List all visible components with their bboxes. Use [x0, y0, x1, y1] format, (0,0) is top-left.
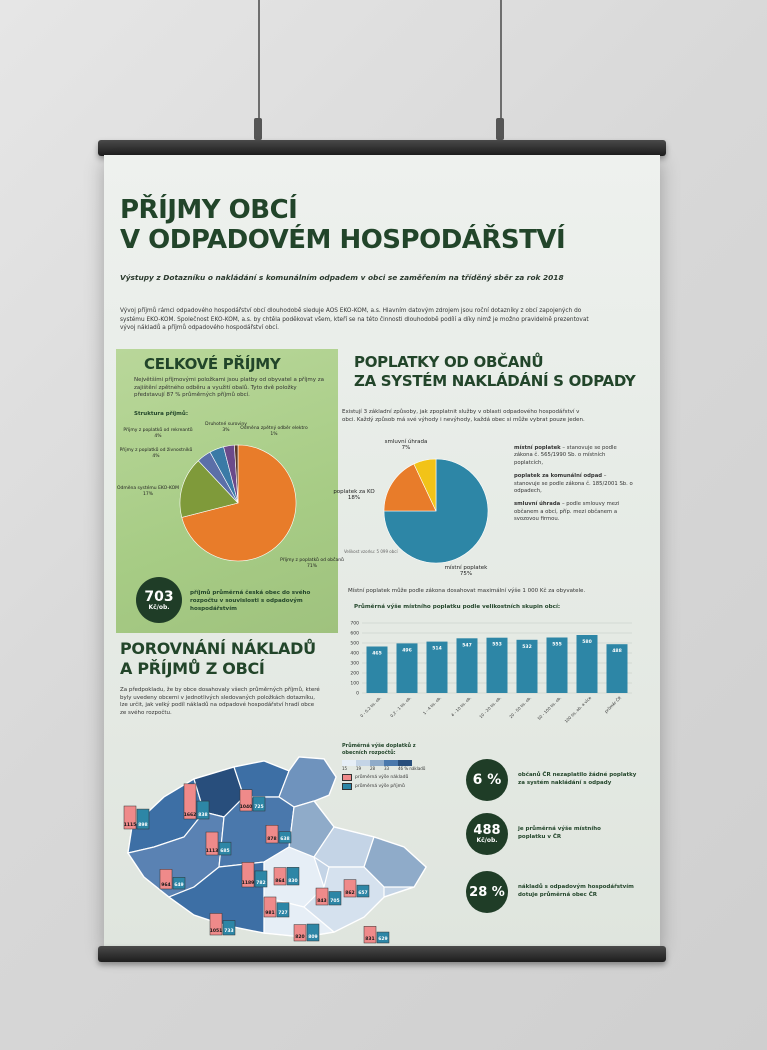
pie-pct-label: 1% — [270, 432, 278, 437]
title-line-2: V ODPADOVÉM HOSPODÁŘSTVÍ — [120, 225, 566, 255]
hanging-wire-right — [500, 0, 502, 125]
stat-703-text: příjmů průměrná česká obec do svého rozpočtu v souvislosti s odpadovým hospodářstvím — [190, 590, 311, 612]
pie-pct-label: 17% — [142, 492, 154, 497]
fee-legend-2-title: poplatek za komunální odpad — [514, 473, 603, 480]
region-cost-label: 1051 — [209, 929, 223, 934]
stat-6pct-badge: 6 % — [466, 759, 508, 801]
region-cost-label: 820 — [295, 935, 305, 940]
region-income-label: 638 — [280, 837, 290, 842]
legend-cost-label: průměrná výše nákladů — [355, 775, 409, 780]
pie-pct-label: 75% — [459, 571, 473, 577]
stat-488-unit: Kč/ob. — [476, 837, 498, 844]
fee-legend-3-title: smluvní úhrada — [514, 501, 561, 508]
region-cost-label: 864 — [275, 879, 285, 884]
fee-legend-1-title: místní poplatek — [514, 445, 561, 451]
fee-legend-item-3 — [514, 501, 634, 523]
bar-value-label: 580 — [582, 640, 592, 645]
x-category-label: 50 - 100 tis. ob. — [536, 695, 563, 722]
scale-label: 33 — [384, 766, 390, 771]
bar-value-label: 555 — [552, 642, 562, 648]
region-income-label: 685 — [220, 849, 230, 854]
region-cost-label: 1040 — [239, 805, 253, 810]
clip-right — [496, 118, 504, 140]
region-cost-label: 1113 — [205, 849, 219, 854]
pie-pct-label: 71% — [306, 564, 318, 569]
y-tick-label: 200 — [350, 671, 359, 677]
pie-label: Odměna systému EKO-KOM — [116, 486, 180, 491]
bar-value-label: 532 — [522, 644, 532, 650]
region-income-label: 629 — [378, 937, 388, 942]
bar-value-label: 547 — [462, 643, 472, 649]
bar-value-label: 514 — [432, 646, 442, 652]
x-category-label: průměr ČR — [603, 695, 623, 714]
region-income-label: 727 — [278, 911, 288, 916]
pie-label: poplatek za KO — [333, 489, 375, 495]
y-tick-label: 500 — [350, 641, 359, 647]
fee-type-pie — [333, 433, 520, 583]
map-legend — [342, 743, 442, 790]
map-legend-title: Průměrná výše doplatků z obecních rozpočtů: — [342, 743, 416, 756]
fee-by-size-bar-chart — [340, 615, 640, 735]
stat-703-unit: Kč/ob. — [148, 603, 170, 611]
region-income-label: 809 — [308, 935, 318, 940]
celkove-text: Největšími příjmovými položkami jsou platby od obyvatel a příjmy za zajištění zpětného odběru a využití obalů. Tyto dvě položky představují 87 % průměrných příjmů obcí. — [134, 377, 324, 398]
pie-label: Odměna zpětný odběr elektro — [240, 426, 308, 431]
region-income-label: 782 — [256, 881, 266, 886]
poster-hanger-top — [98, 140, 666, 156]
stat-28pct-text: nákladů s odpadovým hospodářstvím dotuje průměrná obec ČR — [518, 884, 634, 898]
region-cost-label: 843 — [317, 899, 327, 904]
poster-subtitle: Výstupy z Dotazníku o nakládání s komunálním odpadem v obci se zaměřením na tříděný sběr za rok 2018 — [120, 273, 564, 282]
intro-text: Vývoj příjmů rámci odpadového hospodářství obcí dlouhodobě sleduje AOS EKO-KOM, a.s. Hlavním datovým zdrojem jsou roční dotazníky z obcí zapojených do systému EKO-KOM. Společnost EKO-KOM, a.s. by chtěla poděkovat všem, kteří se na této činnosti dlouhodobě podílí a díky nimž je možno pravidelně prezentovat vývoj nákladů a příjmů odpadového hospodářství obcí. — [120, 308, 589, 331]
legend-cost-swatch — [342, 774, 352, 781]
scale-label: 19 — [356, 766, 362, 771]
fee-legend-1-text: – stanovuje se podle zákona č. 565/1990 Sb. o místních poplatcích, — [514, 445, 617, 466]
stat-703-badge — [136, 577, 182, 623]
y-tick-label: 300 — [350, 661, 359, 667]
pie-label: smluvní úhrada — [384, 439, 428, 445]
x-category-label: 100 tis. ob. a více — [563, 695, 593, 724]
y-tick-label: 400 — [350, 651, 359, 657]
poplatky-heading-2: ZA SYSTÉM NAKLÁDÁNÍ S ODPADY — [354, 372, 636, 390]
region-kralovehradecky — [279, 757, 336, 807]
bar-chart-title: Průměrná výše místního poplatku podle velikostních skupin obcí: — [354, 604, 561, 610]
y-tick-label: 100 — [350, 681, 359, 687]
pie-pct-label: 4% — [152, 454, 160, 459]
x-category-label: 0,2 - 1 tis. ob. — [389, 695, 413, 719]
scale-label: 46 % nákladů — [398, 766, 426, 771]
stat-488-text: je průměrná výše místního poplatku v ČR — [518, 826, 601, 840]
region-cost-label: 831 — [365, 937, 375, 942]
pie-label: Druhotné suroviny — [205, 422, 247, 427]
region-income-label: 705 — [330, 899, 340, 904]
poplatky-note: Místní poplatek může podle zákona dosahovat maximální výše 1 000 Kč za obyvatele. — [348, 588, 586, 594]
legend-income-swatch — [342, 783, 352, 790]
pie2-source: Velikost vzorku: 5 099 obcí — [344, 549, 398, 554]
bar-value-label: 553 — [492, 642, 502, 648]
pie-label: Příjmy z poplatků od občanů — [280, 558, 344, 563]
title-line-1: PŘÍJMY OBCÍ — [120, 195, 298, 225]
x-category-label: 10 - 20 tis. ob. — [478, 695, 503, 720]
fee-legend-3-text: – podle smlouvy mezi občanem a obcí, příp. mezi občanem a svozovou firmou. — [514, 501, 620, 523]
fee-legend-item-2 — [514, 473, 634, 495]
region-income-label: 898 — [138, 823, 148, 828]
celkove-heading: CELKOVÉ PŘÍJMY — [144, 355, 281, 373]
pie-pct-label: 3% — [222, 428, 230, 433]
region-income-label: 725 — [254, 805, 264, 810]
x-category-label: 20 - 50 tis. ob. — [508, 695, 533, 720]
y-tick-label: 600 — [350, 631, 359, 637]
bar-value-label: 465 — [372, 651, 382, 657]
region-cost-label: 1662 — [183, 813, 197, 818]
poplatky-heading — [354, 353, 635, 391]
stat-488-value: 488 — [473, 823, 501, 838]
income-structure-pie — [116, 421, 344, 581]
region-cost-label: 964 — [161, 883, 171, 888]
fee-legend — [514, 445, 634, 524]
poster — [104, 155, 660, 947]
region-income-label: 838 — [198, 813, 208, 818]
celkove-prijmy-panel — [116, 349, 344, 633]
y-tick-label: 0 — [356, 691, 359, 697]
clip-left — [254, 118, 262, 140]
porovnani-text: Za předpokladu, že by obce dosahovaly všech průměrných příjmů, které byly uvedeny obcemi v jednotlivých sledovaných položkách dotazníku, lze určit, jak velký podíl nákladů na odpadové hospodářství hradí obce ze svého rozpočtu. — [120, 687, 320, 716]
porovnani-heading — [120, 639, 316, 679]
region-cost-label: 862 — [345, 891, 355, 896]
poster-hanger-bottom — [98, 946, 666, 962]
x-category-label: 0 - 0,2 tis. ob. — [359, 695, 383, 719]
x-category-label: 4 - 10 tis. ob. — [449, 695, 473, 718]
region-income-label: 733 — [224, 929, 234, 934]
region-cost-label: 878 — [267, 837, 277, 842]
region-income-label: 649 — [174, 883, 184, 888]
region-income-label: 657 — [358, 891, 368, 896]
stat-703-value: 703 — [144, 588, 174, 605]
pie-pct-label: 4% — [154, 434, 162, 439]
pie-label: místní poplatek — [444, 565, 488, 571]
poster-title — [120, 195, 640, 255]
stat-6pct-text: občanů ČR nezaplatilo žádné poplatky za systém nakládání s odpady — [518, 772, 637, 786]
region-cost-label: 1189 — [241, 881, 255, 886]
fee-legend-item-1 — [514, 445, 634, 467]
region-cost-label: 1115 — [123, 823, 137, 828]
bar-value-label: 496 — [402, 648, 412, 654]
region-cost-label: 981 — [265, 911, 275, 916]
pie-label: Příjmy z poplatků od rekreantů — [123, 428, 193, 433]
legend-income-row — [342, 783, 442, 790]
legend-cost-row — [342, 774, 442, 781]
pie-pct-label: 18% — [347, 495, 361, 501]
pie-pct-label: 7% — [401, 445, 411, 451]
region-income-label: 830 — [288, 879, 298, 884]
hanging-wire-left — [258, 0, 260, 125]
stat-488-badge — [466, 813, 508, 855]
x-category-label: 1 - 4 tis. ob. — [421, 695, 443, 716]
poplatky-text: Existují 3 základní způsoby, jak zpoplatnit služby v oblasti odpadového hospodářství v obci. Každý způsob má své výhody i nevýhody, každá obec si může vybrat pouze jeden. — [342, 409, 585, 423]
stat-28pct-badge: 28 % — [466, 871, 508, 913]
pie1-title: Struktura příjmů: — [134, 411, 189, 417]
bar-value-label: 488 — [612, 649, 622, 655]
poplatky-heading-1: POPLATKY OD OBČANŮ — [354, 353, 544, 371]
scale-label: 28 — [370, 766, 376, 771]
porovnani-heading-2: A PŘÍJMŮ Z OBCÍ — [120, 659, 265, 678]
y-tick-label: 700 — [350, 621, 359, 627]
scale-label: 15 — [342, 766, 348, 771]
legend-income-label: průměrná výše příjmů — [355, 784, 405, 789]
porovnani-heading-1: POROVNÁNÍ NÁKLADŮ — [120, 639, 316, 658]
fee-legend-2-text: – stanovuje se podle zákona č. 185/2001 Sb. o odpadech, — [514, 473, 633, 495]
map-legend-scale-labels — [342, 766, 442, 771]
pie-label: Příjmy z poplatků od živnostníků — [119, 448, 193, 453]
